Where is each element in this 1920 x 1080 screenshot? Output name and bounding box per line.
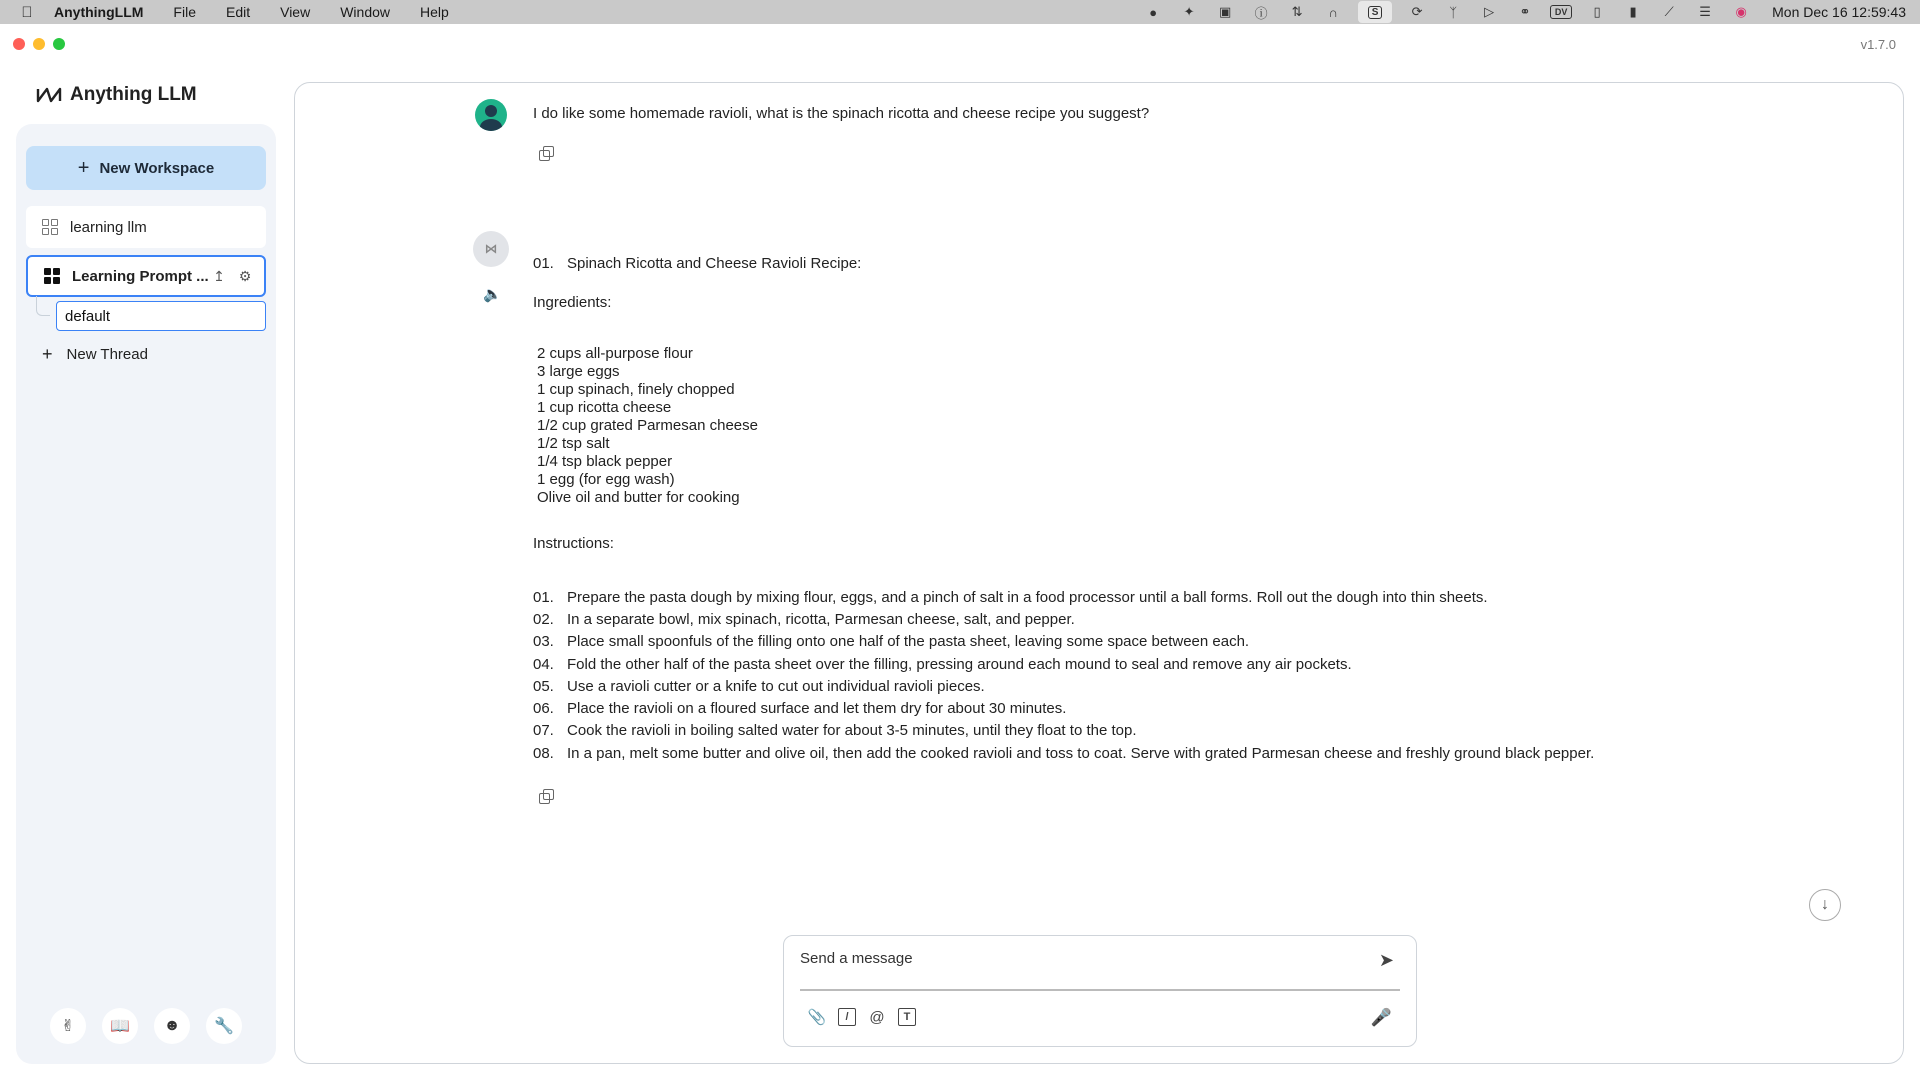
instruction-text: Prepare the pasta dough by mixing flour, eggs, and a pinch of salt in a food processor until a ball forms. Roll out the dough into thin sheets.	[567, 588, 1488, 606]
ingredient-item: 3 large eggs	[537, 363, 620, 380]
ingredient-item: 1/4 tsp black pepper	[537, 453, 673, 470]
docs-icon[interactable]: 📖	[102, 1008, 138, 1044]
app-logo	[36, 84, 197, 106]
instruction-text: Place small spoonfuls of the filling onto one half of the pasta sheet, leaving some space between each.	[567, 633, 1250, 651]
slash-icon[interactable]: ⟋	[1664, 4, 1674, 19]
recipe-heading	[533, 255, 1873, 272]
menu-view[interactable]: View	[280, 4, 311, 20]
headphones-icon[interactable]: ⚭	[1519, 4, 1531, 19]
ingredient-item: 1/2 tsp salt	[537, 435, 610, 452]
workspace-item-learning-prompt[interactable]	[26, 255, 266, 297]
discord-icon[interactable]: ☻	[154, 1008, 190, 1044]
settings-wrench-icon[interactable]: 🔧	[206, 1008, 242, 1044]
instruction-number: 02.	[533, 610, 554, 628]
message-input[interactable]	[800, 950, 1360, 967]
instruction-text: Place the ravioli on a floured surface and let them dry for about 30 minutes.	[567, 700, 1067, 718]
menu-app-name[interactable]: AnythingLLM	[54, 4, 144, 20]
workspace-grid-icon	[44, 268, 60, 284]
instruction-number: 07.	[533, 722, 554, 740]
speaker-icon[interactable]: 🔈	[483, 286, 502, 303]
instruction-text: In a separate bowl, mix spinach, ricotta, Parmesan cheese, salt, and pepper.	[567, 610, 1075, 628]
upload-icon[interactable]: ↥	[213, 267, 225, 284]
menu-file[interactable]: File	[173, 4, 196, 20]
instruction-number: 08.	[533, 744, 554, 762]
menu-window[interactable]: Window	[340, 4, 390, 20]
send-icon[interactable]: ➤	[1378, 950, 1394, 970]
ingredients-title: Ingredients:	[533, 294, 612, 311]
menubar-clock[interactable]: Mon Dec 16 12:59:43	[1772, 4, 1906, 20]
new-thread-label: New Thread	[66, 346, 148, 363]
password-icon[interactable]: ⓘ	[1254, 5, 1268, 21]
instructions-title: Instructions:	[533, 535, 614, 552]
sidebar	[16, 124, 276, 1064]
assistant-message	[533, 255, 1873, 764]
new-workspace-label: New Workspace	[99, 159, 215, 177]
at-mention-icon[interactable]: @	[869, 1008, 885, 1026]
paperclip-icon[interactable]: 📎	[807, 1009, 827, 1026]
new-thread-button[interactable]	[42, 344, 148, 365]
gear-icon[interactable]: ⚙	[238, 267, 252, 284]
bluetooth-icon[interactable]: ᛉ	[1449, 4, 1458, 20]
instruction-item	[533, 697, 1873, 719]
text-size-icon[interactable]: T	[898, 1008, 916, 1026]
instruction-number: 01.	[533, 588, 554, 606]
anythingllm-logo-icon	[36, 86, 62, 104]
chat-panel	[294, 82, 1904, 1064]
new-workspace-button[interactable]	[26, 146, 266, 190]
menu-edit[interactable]: Edit	[225, 4, 251, 20]
logo-text: Anything LLM	[70, 84, 197, 105]
workspace-label: Learning Prompt ...	[72, 267, 209, 285]
workspace-grid-icon	[42, 219, 58, 235]
instruction-item	[533, 742, 1873, 764]
ingredient-item: 1 cup spinach, finely chopped	[537, 381, 735, 398]
composer-tools	[808, 1008, 916, 1026]
instruction-text: Fold the other half of the pasta sheet over the filling, pressing around each mound to seal and remove any air pockets.	[567, 655, 1352, 673]
instruction-item	[533, 631, 1873, 653]
community-hub-icon[interactable]: ✌	[50, 1008, 86, 1044]
s-app-icon[interactable]	[1358, 1, 1392, 23]
dv-icon[interactable]: DV	[1550, 5, 1572, 19]
app-version: v1.7.0	[1860, 37, 1896, 52]
menu-bar	[0, 0, 1920, 24]
ingredient-item: 1 cup ricotta cheese	[537, 399, 672, 416]
phone-icon[interactable]: ▯	[1593, 4, 1601, 19]
workspace-item-learning-llm[interactable]	[26, 206, 266, 248]
instructions-list	[533, 586, 1873, 764]
instruction-number: 03.	[533, 633, 554, 651]
instruction-number: 05.	[533, 677, 554, 695]
instruction-item	[533, 608, 1873, 630]
siri-icon[interactable]: ◉	[1735, 4, 1747, 19]
workspace-label: learning llm	[70, 218, 147, 236]
ingredient-item: Olive oil and butter for cooking	[537, 489, 740, 506]
ingredients-list	[533, 345, 1873, 507]
menu-help[interactable]: Help	[420, 4, 449, 20]
recipe-title: Spinach Ricotta and Cheese Ravioli Recipe:	[567, 255, 862, 272]
ingredient-item: 1 egg (for egg wash)	[537, 471, 675, 488]
ingredient-item: 1/2 cup grated Parmesan cheese	[537, 417, 758, 434]
instruction-number: 04.	[533, 655, 554, 673]
thread-connector	[36, 296, 50, 316]
user-avatar	[475, 99, 507, 131]
sidebar-footer	[50, 1008, 242, 1044]
window-close-button[interactable]	[13, 38, 25, 50]
recipe-number: 01.	[533, 255, 554, 272]
user-message: I do like some homemade ravioli, what is the spinach ricotta and cheese recipe you suggest?	[533, 105, 1150, 122]
transfer-icon[interactable]: ⇅	[1291, 4, 1303, 19]
control-center-icon[interactable]: ☰	[1699, 4, 1711, 19]
copy-icon[interactable]	[539, 146, 553, 160]
apple-menu-icon[interactable]	[0, 4, 54, 21]
play-icon[interactable]: ▷	[1484, 4, 1495, 19]
slash-command-icon[interactable]: /	[838, 1008, 856, 1026]
assistant-avatar: ⋈	[473, 231, 509, 267]
s-app-label: S	[1368, 6, 1383, 19]
sync-icon[interactable]: ⟳	[1411, 4, 1423, 19]
grammarly-icon[interactable]: ●	[1149, 4, 1158, 20]
instruction-item	[533, 720, 1873, 742]
shield-icon[interactable]: ∩	[1328, 4, 1338, 20]
scroll-down-button[interactable]	[1809, 889, 1841, 921]
instruction-item	[533, 675, 1873, 697]
plus-icon: +	[42, 344, 53, 364]
instruction-item	[533, 653, 1873, 675]
arrow-down-icon: ↓	[1821, 896, 1829, 913]
message-composer	[783, 935, 1417, 1047]
ingredient-item: 2 cups all-purpose flour	[537, 345, 693, 362]
instruction-text: Cook the ravioli in boiling salted water for about 3-5 minutes, until they float to the top.	[567, 722, 1137, 740]
toolbox-icon[interactable]: ▣	[1218, 4, 1232, 19]
copy-icon[interactable]	[539, 789, 553, 803]
instruction-item	[533, 586, 1873, 608]
window-minimize-button[interactable]	[33, 38, 45, 50]
window-maximize-button[interactable]	[53, 38, 65, 50]
battery-icon[interactable]: ▮	[1629, 4, 1637, 19]
window-titlebar	[0, 24, 1920, 64]
composer-divider	[800, 989, 1400, 991]
plus-icon: +	[77, 156, 90, 179]
microphone-icon[interactable]: 🎤	[1370, 1008, 1392, 1027]
instruction-text: Use a ravioli cutter or a knife to cut out individual ravioli pieces.	[567, 677, 985, 695]
thread-item-default[interactable]: default	[56, 301, 266, 331]
cursor-icon[interactable]: ✦	[1183, 4, 1195, 19]
instruction-text: In a pan, melt some butter and olive oil, then add the cooked ravioli and toss to coat. Serve with grated Parmesan cheese and freshly ground black pepper.	[567, 744, 1595, 762]
instruction-number: 06.	[533, 700, 554, 718]
